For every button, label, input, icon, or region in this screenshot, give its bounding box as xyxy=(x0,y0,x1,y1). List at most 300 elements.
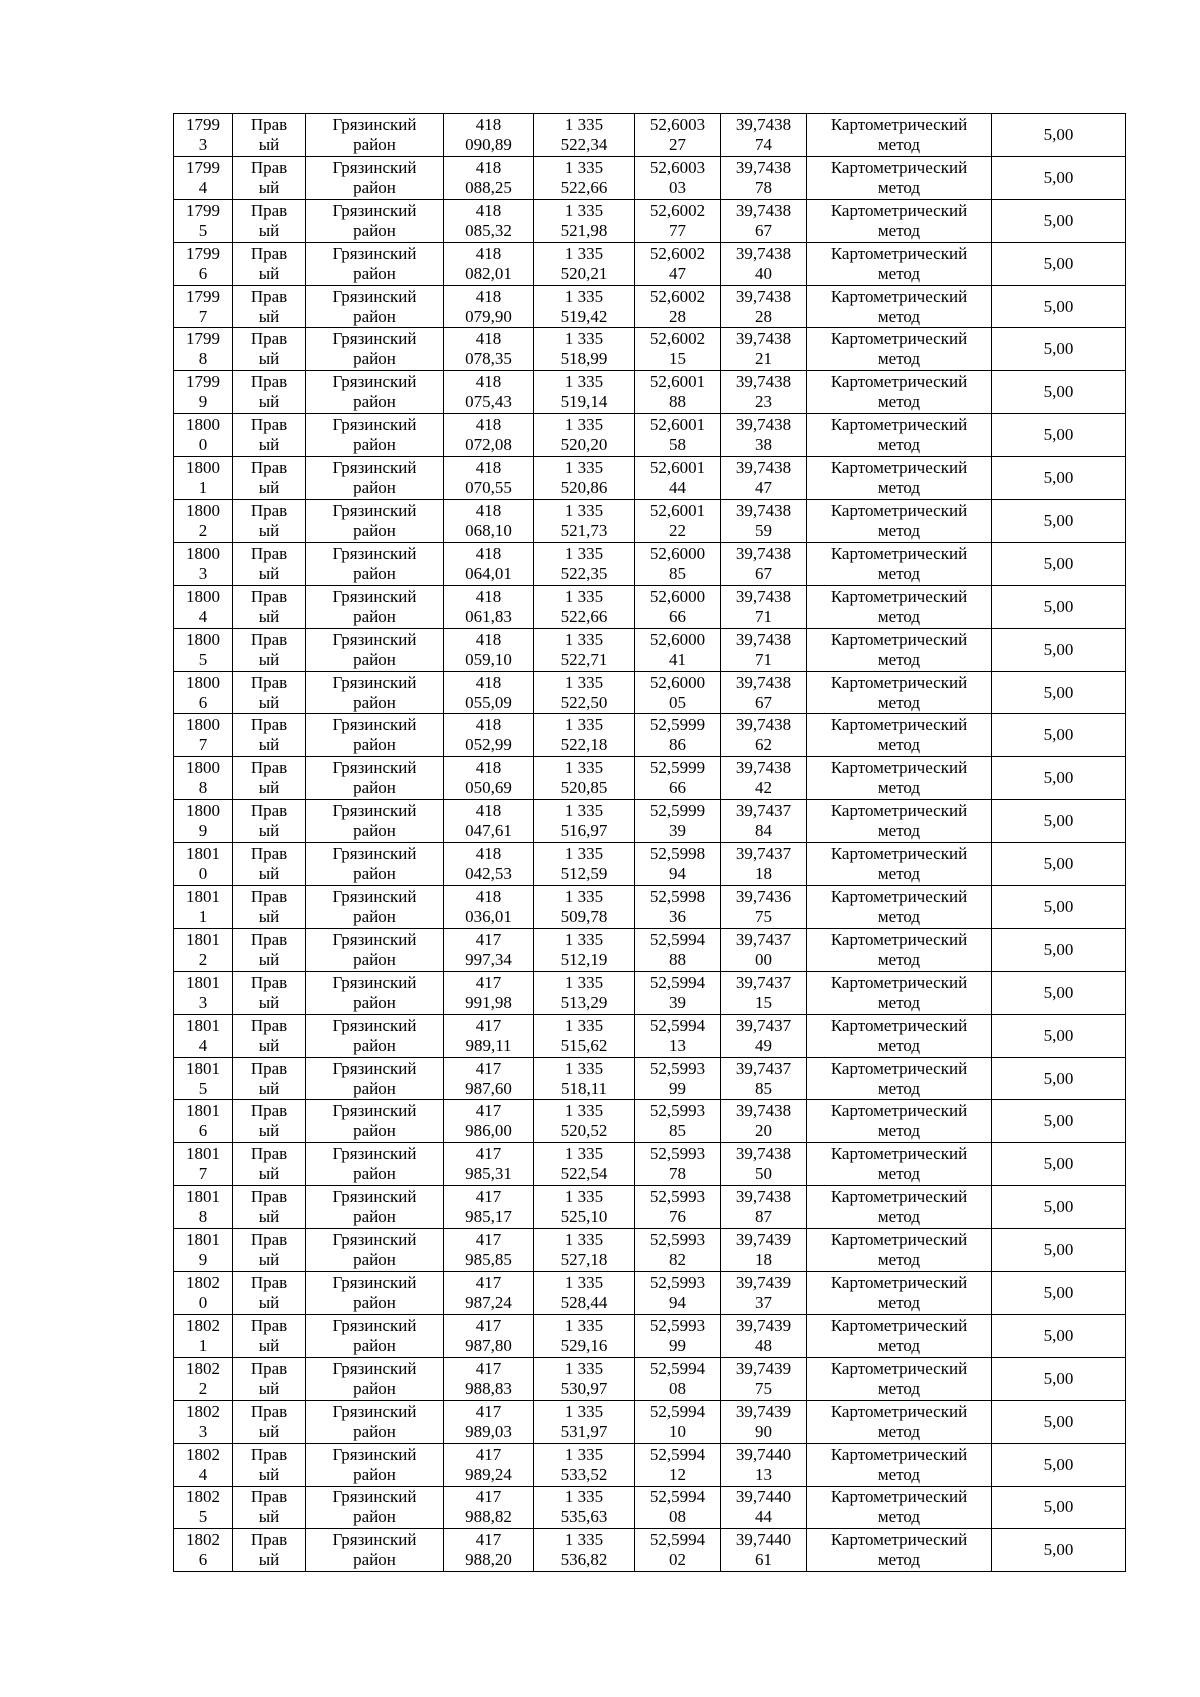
cell-longitude-line-2: 74 xyxy=(755,134,772,154)
cell-point-number xyxy=(174,156,233,199)
cell-point-number xyxy=(174,114,233,157)
cell-longitude xyxy=(721,242,807,285)
cell-longitude-line-2: 67 xyxy=(755,220,772,240)
cell-accuracy: 5,00 xyxy=(992,156,1126,199)
cell-side xyxy=(233,371,306,414)
cell-longitude-line-2: 62 xyxy=(755,735,772,755)
cell-method-line-1: Картометрический xyxy=(830,586,968,606)
cell-method-line-2: метод xyxy=(877,1292,921,1312)
cell-point-number-line-1: 1802 xyxy=(186,1487,220,1507)
cell-point-number-line-1: 1799 xyxy=(186,157,220,177)
cell-side-line-1: Прав xyxy=(250,715,288,735)
cell-district-line-1: Грязинский xyxy=(332,243,417,263)
cell-side-line-1: Прав xyxy=(250,886,288,906)
cell-point-number-line-1: 1802 xyxy=(186,1530,220,1550)
cell-coord-x-line-1: 418 xyxy=(475,629,502,649)
cell-side xyxy=(233,542,306,585)
cell-longitude xyxy=(721,1443,807,1486)
cell-latitude xyxy=(635,714,721,757)
cell-coord-x xyxy=(444,971,534,1014)
cell-coord-y-line-1: 1 335 xyxy=(564,929,604,949)
cell-method-line-1: Картометрический xyxy=(830,500,968,520)
cell-side-line-2: ый xyxy=(258,134,280,154)
cell-latitude xyxy=(635,1014,721,1057)
cell-coord-x-line-2: 987,24 xyxy=(465,1292,512,1312)
cell-method-line-2: метод xyxy=(877,1121,921,1141)
cell-side-line-1: Прав xyxy=(250,1187,288,1207)
cell-side-line-2: ый xyxy=(258,349,280,369)
cell-coord-x-line-1: 418 xyxy=(475,801,502,821)
cell-longitude-line-2: 71 xyxy=(755,649,772,669)
cell-method xyxy=(807,971,992,1014)
cell-side xyxy=(233,1486,306,1529)
cell-longitude-line-2: 61 xyxy=(755,1550,772,1570)
cell-point-number-line-1: 1800 xyxy=(186,758,220,778)
cell-longitude-line-1: 39,7440 xyxy=(735,1487,792,1507)
cell-district xyxy=(306,500,444,543)
cell-side-line-2: ый xyxy=(258,1550,280,1570)
cell-coord-y xyxy=(534,500,635,543)
cell-longitude xyxy=(721,1400,807,1443)
cell-longitude-line-2: 15 xyxy=(755,992,772,1012)
cell-side-line-1: Прав xyxy=(250,1530,288,1550)
cell-side-line-2: ый xyxy=(258,1378,280,1398)
cell-point-number xyxy=(174,242,233,285)
cell-district-line-2: район xyxy=(353,1035,396,1055)
cell-longitude-line-2: 87 xyxy=(755,1207,772,1227)
cell-side-line-2: ый xyxy=(258,392,280,412)
cell-method-line-2: метод xyxy=(877,1550,921,1570)
cell-method xyxy=(807,1229,992,1272)
cell-method xyxy=(807,1057,992,1100)
cell-point-number-line-2: 3 xyxy=(198,1421,208,1441)
cell-longitude-line-1: 39,7438 xyxy=(735,286,792,306)
table-row xyxy=(174,1057,1126,1100)
cell-district-line-1: Грязинский xyxy=(332,1444,417,1464)
cell-district-line-2: район xyxy=(353,392,396,412)
cell-point-number-line-1: 1801 xyxy=(186,1187,220,1207)
cell-coord-x xyxy=(444,671,534,714)
cell-point-number xyxy=(174,414,233,457)
cell-side-line-1: Прав xyxy=(250,200,288,220)
cell-side xyxy=(233,156,306,199)
cell-coord-x-line-1: 418 xyxy=(475,500,502,520)
cell-coord-y-line-1: 1 335 xyxy=(564,715,604,735)
cell-accuracy: 5,00 xyxy=(992,928,1126,971)
cell-latitude-line-1: 52,5998 xyxy=(649,844,706,864)
cell-latitude-line-2: 39 xyxy=(669,992,686,1012)
cell-side xyxy=(233,1186,306,1229)
cell-method xyxy=(807,1486,992,1529)
cell-coord-x xyxy=(444,928,534,971)
cell-longitude xyxy=(721,328,807,371)
cell-method xyxy=(807,886,992,929)
cell-district-line-1: Грязинский xyxy=(332,1230,417,1250)
cell-coord-x-line-1: 418 xyxy=(475,758,502,778)
cell-method xyxy=(807,1529,992,1572)
cell-district-line-2: район xyxy=(353,1507,396,1527)
cell-coord-y-line-2: 520,52 xyxy=(560,1121,608,1141)
cell-point-number xyxy=(174,1443,233,1486)
cell-latitude xyxy=(635,1529,721,1572)
cell-point-number-line-2: 2 xyxy=(198,520,208,540)
cell-longitude-line-2: 18 xyxy=(755,1250,772,1270)
cell-longitude-line-2: 49 xyxy=(755,1035,772,1055)
cell-coord-y xyxy=(534,1143,635,1186)
cell-side-line-1: Прав xyxy=(250,458,288,478)
cell-coord-y xyxy=(534,1357,635,1400)
cell-point-number-line-2: 3 xyxy=(198,992,208,1012)
cell-longitude-line-1: 39,7438 xyxy=(735,672,792,692)
cell-side-line-1: Прав xyxy=(250,1358,288,1378)
cell-coord-x xyxy=(444,757,534,800)
cell-point-number-line-2: 8 xyxy=(198,778,208,798)
cell-longitude-line-2: 47 xyxy=(755,478,772,498)
cell-latitude-line-2: 99 xyxy=(669,1078,686,1098)
cell-latitude-line-1: 52,5999 xyxy=(649,715,706,735)
cell-district xyxy=(306,114,444,157)
cell-district-line-2: район xyxy=(353,1121,396,1141)
cell-coord-y-line-2: 528,44 xyxy=(560,1292,608,1312)
cell-latitude-line-1: 52,6002 xyxy=(649,329,706,349)
cell-longitude xyxy=(721,1529,807,1572)
cell-longitude-line-2: 18 xyxy=(755,864,772,884)
cell-point-number-line-2: 2 xyxy=(198,949,208,969)
cell-accuracy: 5,00 xyxy=(992,971,1126,1014)
cell-coord-y-line-1: 1 335 xyxy=(564,972,604,992)
cell-coord-y-line-1: 1 335 xyxy=(564,1015,604,1035)
cell-side-line-2: ый xyxy=(258,1250,280,1270)
cell-coord-x xyxy=(444,156,534,199)
cell-longitude xyxy=(721,800,807,843)
cell-coord-y-line-2: 522,50 xyxy=(560,692,608,712)
cell-latitude-line-2: 88 xyxy=(669,392,686,412)
cell-method-line-1: Картометрический xyxy=(830,844,968,864)
cell-method-line-2: метод xyxy=(877,1078,921,1098)
cell-district-line-1: Грязинский xyxy=(332,372,417,392)
cell-district-line-1: Грязинский xyxy=(332,1358,417,1378)
cell-longitude-line-2: 40 xyxy=(755,263,772,283)
cell-side xyxy=(233,1443,306,1486)
cell-coord-x-line-1: 417 xyxy=(475,1315,502,1335)
cell-longitude-line-1: 39,7440 xyxy=(735,1444,792,1464)
cell-longitude-line-1: 39,7438 xyxy=(735,1187,792,1207)
cell-point-number-line-1: 1799 xyxy=(186,200,220,220)
cell-side xyxy=(233,1143,306,1186)
cell-coord-y-line-2: 512,19 xyxy=(560,949,608,969)
cell-coord-x xyxy=(444,1486,534,1529)
cell-longitude xyxy=(721,1014,807,1057)
cell-district-line-1: Грязинский xyxy=(332,672,417,692)
cell-accuracy: 5,00 xyxy=(992,414,1126,457)
table-row xyxy=(174,1400,1126,1443)
cell-district xyxy=(306,671,444,714)
cell-district-line-2: район xyxy=(353,263,396,283)
cell-district-line-2: район xyxy=(353,735,396,755)
cell-point-number-line-1: 1800 xyxy=(186,629,220,649)
cell-method-line-2: метод xyxy=(877,992,921,1012)
cell-method-line-1: Картометрический xyxy=(830,1401,968,1421)
cell-longitude-line-1: 39,7438 xyxy=(735,629,792,649)
cell-side xyxy=(233,1014,306,1057)
cell-district-line-1: Грязинский xyxy=(332,1187,417,1207)
cell-method-line-2: метод xyxy=(877,1421,921,1441)
cell-coord-y-line-1: 1 335 xyxy=(564,415,604,435)
cell-point-number xyxy=(174,328,233,371)
cell-coord-y xyxy=(534,1186,635,1229)
cell-coord-y-line-2: 521,73 xyxy=(560,520,608,540)
cell-longitude-line-2: 28 xyxy=(755,306,772,326)
cell-longitude-line-2: 44 xyxy=(755,1507,772,1527)
cell-point-number xyxy=(174,285,233,328)
cell-longitude-line-1: 39,7438 xyxy=(735,372,792,392)
cell-latitude xyxy=(635,242,721,285)
cell-side-line-2: ый xyxy=(258,821,280,841)
cell-coord-y-line-2: 527,18 xyxy=(560,1250,608,1270)
cell-district-line-1: Грязинский xyxy=(332,415,417,435)
cell-method xyxy=(807,800,992,843)
cell-method-line-1: Картометрический xyxy=(830,1187,968,1207)
cell-district-line-1: Грязинский xyxy=(332,114,417,134)
cell-accuracy: 5,00 xyxy=(992,757,1126,800)
cell-coord-x xyxy=(444,457,534,500)
cell-latitude-line-2: 39 xyxy=(669,821,686,841)
cell-point-number xyxy=(174,585,233,628)
cell-method-line-2: метод xyxy=(877,134,921,154)
cell-coord-y-line-1: 1 335 xyxy=(564,1144,604,1164)
cell-district-line-2: район xyxy=(353,1378,396,1398)
cell-longitude-line-1: 39,7438 xyxy=(735,500,792,520)
cell-latitude-line-1: 52,5994 xyxy=(649,1015,706,1035)
cell-side-line-2: ый xyxy=(258,1035,280,1055)
cell-district xyxy=(306,585,444,628)
cell-district-line-2: район xyxy=(353,478,396,498)
cell-district-line-1: Грязинский xyxy=(332,886,417,906)
cell-longitude xyxy=(721,671,807,714)
cell-point-number-line-1: 1800 xyxy=(186,500,220,520)
cell-method xyxy=(807,1272,992,1315)
cell-latitude xyxy=(635,199,721,242)
cell-longitude-line-2: 90 xyxy=(755,1421,772,1441)
cell-point-number xyxy=(174,757,233,800)
cell-district xyxy=(306,457,444,500)
cell-coord-y xyxy=(534,285,635,328)
cell-coord-x-line-2: 068,10 xyxy=(465,520,512,540)
cell-side-line-2: ый xyxy=(258,1507,280,1527)
cell-district xyxy=(306,757,444,800)
table-row xyxy=(174,414,1126,457)
cell-method-line-2: метод xyxy=(877,435,921,455)
cell-latitude-line-2: 86 xyxy=(669,735,686,755)
cell-coord-y-line-2: 522,34 xyxy=(560,134,608,154)
cell-coord-y-line-1: 1 335 xyxy=(564,758,604,778)
cell-district-line-1: Грязинский xyxy=(332,586,417,606)
cell-side-line-1: Прав xyxy=(250,758,288,778)
cell-side xyxy=(233,628,306,671)
table-row xyxy=(174,1443,1126,1486)
cell-latitude-line-1: 52,6002 xyxy=(649,243,706,263)
cell-point-number xyxy=(174,1057,233,1100)
cell-side xyxy=(233,199,306,242)
cell-district-line-1: Грязинский xyxy=(332,157,417,177)
table-row xyxy=(174,371,1126,414)
cell-latitude-line-1: 52,5998 xyxy=(649,886,706,906)
cell-coord-x xyxy=(444,199,534,242)
table-row xyxy=(174,285,1126,328)
cell-point-number xyxy=(174,886,233,929)
cell-coord-y-line-1: 1 335 xyxy=(564,672,604,692)
cell-longitude-line-2: 00 xyxy=(755,949,772,969)
cell-side xyxy=(233,585,306,628)
cell-method-line-1: Картометрический xyxy=(830,629,968,649)
cell-longitude xyxy=(721,1143,807,1186)
cell-method-line-2: метод xyxy=(877,263,921,283)
cell-point-number xyxy=(174,1529,233,1572)
cell-longitude-line-1: 39,7436 xyxy=(735,886,792,906)
cell-latitude-line-1: 52,6003 xyxy=(649,114,706,134)
cell-point-number xyxy=(174,1143,233,1186)
cell-coord-y xyxy=(534,199,635,242)
cell-coord-x xyxy=(444,414,534,457)
cell-coord-y xyxy=(534,1100,635,1143)
cell-longitude xyxy=(721,114,807,157)
cell-method xyxy=(807,328,992,371)
cell-district-line-1: Грязинский xyxy=(332,1487,417,1507)
cell-longitude-line-1: 39,7439 xyxy=(735,1230,792,1250)
cell-point-number-line-1: 1802 xyxy=(186,1401,220,1421)
cell-longitude xyxy=(721,1057,807,1100)
cell-coord-y xyxy=(534,1272,635,1315)
cell-district xyxy=(306,328,444,371)
cell-side xyxy=(233,242,306,285)
cell-district xyxy=(306,1100,444,1143)
cell-district xyxy=(306,1443,444,1486)
cell-method-line-1: Картометрический xyxy=(830,801,968,821)
cell-latitude xyxy=(635,843,721,886)
cell-side xyxy=(233,285,306,328)
cell-side-line-2: ый xyxy=(258,778,280,798)
cell-longitude-line-2: 67 xyxy=(755,563,772,583)
cell-latitude-line-2: 02 xyxy=(669,1550,686,1570)
cell-coord-y-line-2: 516,97 xyxy=(560,821,608,841)
cell-district xyxy=(306,1229,444,1272)
cell-coord-x-line-1: 418 xyxy=(475,715,502,735)
cell-method xyxy=(807,1186,992,1229)
cell-coord-x xyxy=(444,114,534,157)
cell-latitude-line-2: 44 xyxy=(669,478,686,498)
cell-coord-y-line-2: 535,63 xyxy=(560,1507,608,1527)
cell-point-number-line-2: 7 xyxy=(198,306,208,326)
cell-longitude xyxy=(721,199,807,242)
cell-district-line-2: район xyxy=(353,349,396,369)
cell-side-line-2: ый xyxy=(258,906,280,926)
cell-method-line-2: метод xyxy=(877,692,921,712)
cell-side xyxy=(233,114,306,157)
cell-latitude-line-2: 99 xyxy=(669,1335,686,1355)
cell-coord-y xyxy=(534,843,635,886)
cell-method-line-1: Картометрический xyxy=(830,929,968,949)
cell-longitude-line-1: 39,7438 xyxy=(735,758,792,778)
cell-coord-x-line-1: 417 xyxy=(475,1530,502,1550)
table-row xyxy=(174,1100,1126,1143)
cell-coord-y-line-1: 1 335 xyxy=(564,1487,604,1507)
cell-district-line-2: район xyxy=(353,778,396,798)
cell-coord-x xyxy=(444,1443,534,1486)
cell-longitude-line-2: 78 xyxy=(755,177,772,197)
cell-point-number-line-2: 5 xyxy=(198,649,208,669)
cell-longitude xyxy=(721,156,807,199)
cell-side xyxy=(233,1529,306,1572)
table-body xyxy=(174,114,1126,1572)
cell-coord-x-line-1: 417 xyxy=(475,1401,502,1421)
cell-longitude-line-1: 39,7440 xyxy=(735,1530,792,1550)
cell-point-number-line-2: 1 xyxy=(198,1335,208,1355)
cell-side-line-2: ый xyxy=(258,177,280,197)
cell-point-number-line-2: 0 xyxy=(198,864,208,884)
cell-longitude xyxy=(721,1100,807,1143)
cell-coord-y-line-1: 1 335 xyxy=(564,629,604,649)
cell-latitude-line-1: 52,6000 xyxy=(649,629,706,649)
cell-district-line-1: Грязинский xyxy=(332,1058,417,1078)
table-row xyxy=(174,1186,1126,1229)
cell-coord-y-line-1: 1 335 xyxy=(564,801,604,821)
cell-coord-x-line-1: 418 xyxy=(475,586,502,606)
cell-accuracy: 5,00 xyxy=(992,1100,1126,1143)
cell-method xyxy=(807,242,992,285)
cell-side-line-1: Прав xyxy=(250,929,288,949)
cell-method-line-1: Картометрический xyxy=(830,1487,968,1507)
cell-side-line-1: Прав xyxy=(250,1144,288,1164)
cell-longitude-line-1: 39,7439 xyxy=(735,1401,792,1421)
cell-method-line-2: метод xyxy=(877,1164,921,1184)
cell-method-line-2: метод xyxy=(877,735,921,755)
cell-coord-x-line-2: 085,32 xyxy=(465,220,512,240)
cell-coord-y-line-1: 1 335 xyxy=(564,1401,604,1421)
cell-point-number-line-2: 7 xyxy=(198,735,208,755)
cell-accuracy: 5,00 xyxy=(992,242,1126,285)
cell-point-number-line-2: 8 xyxy=(198,1207,208,1227)
cell-latitude xyxy=(635,371,721,414)
cell-longitude xyxy=(721,628,807,671)
cell-longitude-line-2: 20 xyxy=(755,1121,772,1141)
cell-method-line-2: метод xyxy=(877,864,921,884)
table-row xyxy=(174,156,1126,199)
cell-point-number xyxy=(174,1100,233,1143)
cell-point-number xyxy=(174,1357,233,1400)
cell-accuracy: 5,00 xyxy=(992,457,1126,500)
cell-coord-y-line-1: 1 335 xyxy=(564,1101,604,1121)
cell-side-line-2: ый xyxy=(258,1292,280,1312)
cell-coord-y-line-2: 522,71 xyxy=(560,649,608,669)
cell-method-line-2: метод xyxy=(877,306,921,326)
cell-latitude-line-2: 12 xyxy=(669,1464,686,1484)
cell-longitude-line-2: 67 xyxy=(755,692,772,712)
cell-coord-x-line-2: 042,53 xyxy=(465,864,512,884)
cell-coord-x-line-2: 988,82 xyxy=(465,1507,512,1527)
cell-district-line-1: Грязинский xyxy=(332,929,417,949)
table-row xyxy=(174,928,1126,971)
cell-coord-x-line-2: 070,55 xyxy=(465,478,512,498)
cell-coord-y xyxy=(534,414,635,457)
cell-coord-x-line-1: 417 xyxy=(475,972,502,992)
cell-side-line-1: Прав xyxy=(250,1444,288,1464)
cell-method-line-1: Картометрический xyxy=(830,1444,968,1464)
cell-point-number xyxy=(174,843,233,886)
cell-point-number xyxy=(174,457,233,500)
cell-side-line-1: Прав xyxy=(250,801,288,821)
cell-longitude-line-1: 39,7438 xyxy=(735,1101,792,1121)
cell-method-line-1: Картометрический xyxy=(830,1058,968,1078)
